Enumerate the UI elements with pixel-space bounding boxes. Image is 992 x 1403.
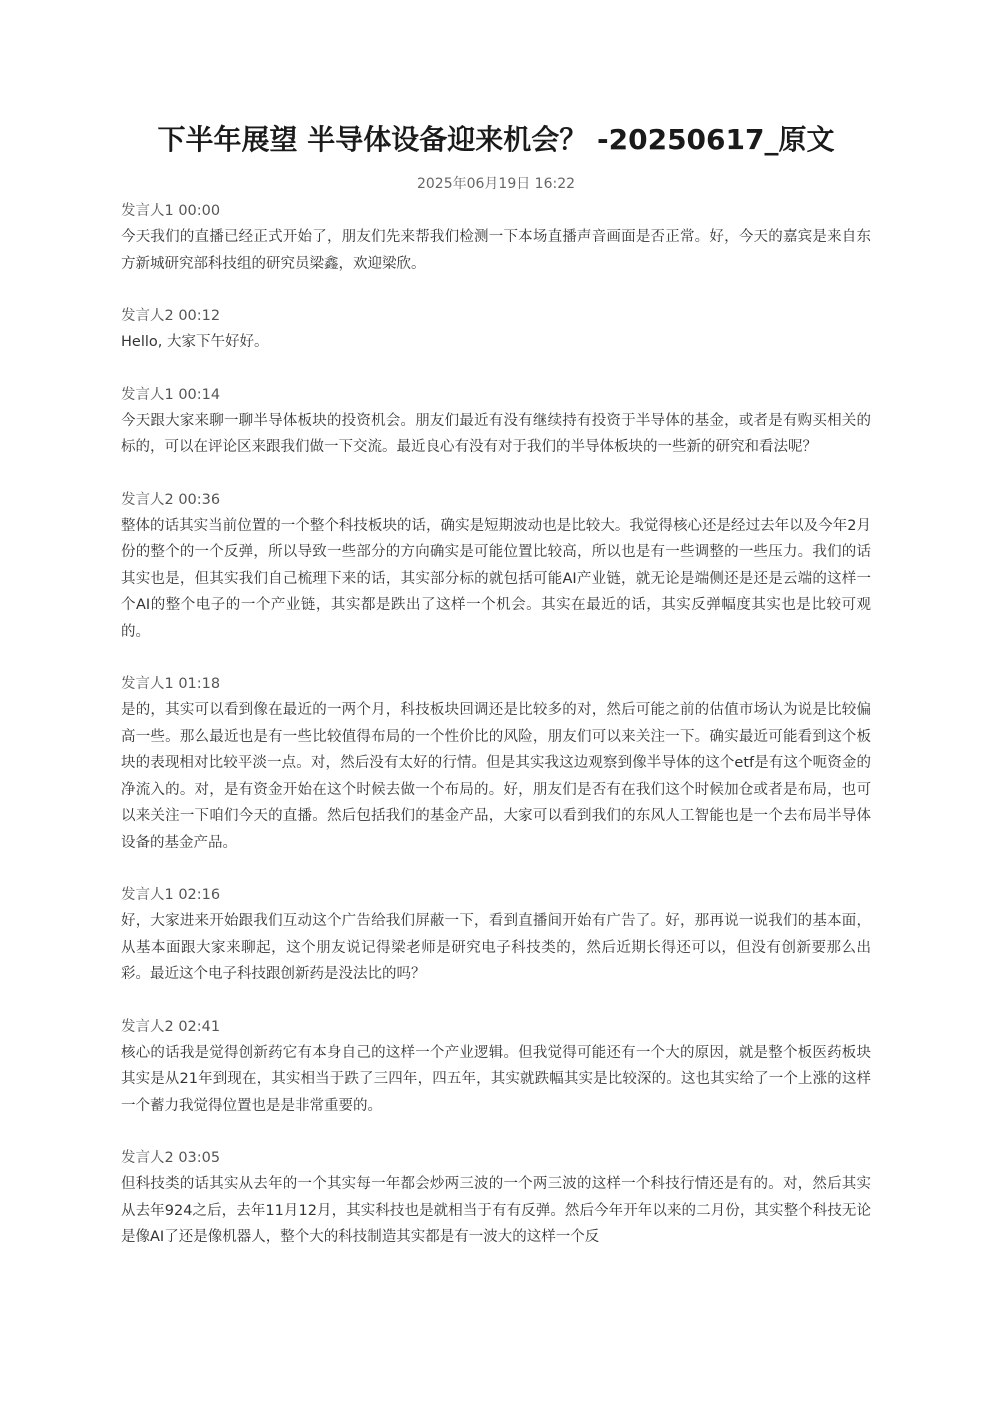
turn-text: Hello, 大家下午好好。: [121, 334, 269, 350]
speaker-label: 发言人1 00:00: [121, 203, 221, 219]
speaker-label: 发言人2 00:12: [121, 308, 221, 324]
transcript-turn: [121, 882, 871, 988]
speaker-label: 发言人1 01:18: [121, 676, 221, 692]
transcript-turn: [121, 1014, 871, 1120]
turn-text: 今天跟大家来聊一聊半导体板块的投资机会。朋友们最近有没有继续持有投资于半导体的基金，或者是有购买相关的标的，可以在评论区来跟我们做一下交流。最近良心有没有对于我们的半导体板块的一些新的研究和看法呢？: [121, 412, 871, 455]
transcript-turn: [121, 382, 871, 461]
transcript-turn: [121, 198, 871, 277]
transcript-turn: [121, 1145, 871, 1251]
turn-text: 好，大家进来开始跟我们互动这个广告给我们屏蔽一下，看到直播间开始有广告了。好，那再说一说我们的基本面，从基本面跟大家来聊起，这个朋友说记得梁老师是研究电子科技类的，然后近期长得还可以，但没有创新要那么出彩。最近这个电子科技跟创新药是没法比的吗？: [121, 913, 871, 982]
speaker-label: 发言人2 03:05: [121, 1150, 221, 1166]
speaker-label: 发言人2 00:36: [121, 491, 221, 508]
speaker-label: 发言人1 02:16: [121, 887, 221, 903]
transcript-body: [121, 198, 871, 1277]
transcript-turn: [121, 487, 871, 646]
turn-text: 核心的话我是觉得创新药它有本身自己的这样一个产业逻辑。但我觉得可能还有一个大的原因，就是整个板医药板块其实是从21年到现在，其实相当于跌了三四年，四五年，其实就跌幅其实是比较深的。这也其实给了一个上涨的这样一个蓄力我觉得位置也是是非常重要的。: [121, 1044, 871, 1114]
transcript-turn: [121, 671, 871, 856]
transcript-turn: [121, 303, 871, 356]
turn-text: 但科技类的话其实从去年的一个其实每一年都会炒两三波的一个两三波的这样一个科技行情还是有的。对，然后其实从去年924之后，去年11月12月，其实科技也是就相当于有有反弹。然后今年开年以来的二月份，其实整个科技无论是像AI了还是像机器人，整个大的科技制造其实都是有一波大的这样一个反: [121, 1176, 871, 1245]
speaker-label: 发言人2 02:41: [121, 1018, 221, 1035]
turn-text: 是的，其实可以看到像在最近的一两个月，科技板块回调还是比较多的对，然后可能之前的估值市场认为说是比较偏高一些。那么最近也是有一些比较值得布局的一个性价比的风险，朋友们可以来关注一下。确实最近可能看到这个板块的表现相对比较平淡一点。对，然后没有太好的行情。但是其实我这边观察到像半导体的这个etf是有这个呃资金的净流入的。对，是有资金开始在这个时候去做一个布局的。好，朋友们是否有在我们这个时候加仓或者是布局，也可以来关注一下咱们今天的直播。然后包括我们的基金产品，大家可以看到我们的东风人工智能也是一个去布局半导体设备的基金产品。: [121, 702, 871, 851]
speaker-label: 发言人1 00:14: [121, 386, 221, 403]
document-title: 下半年展望 半导体设备迎来机会？ -20250617_原文: [157, 123, 835, 156]
document-date: 2025年06月19日 16:22: [416, 176, 576, 192]
turn-text: 今天我们的直播已经正式开始了，朋友们先来帮我们检测一下本场直播声音画面是否正常。好，今天的嘉宾是来自东方新城研究部科技组的研究员梁鑫，欢迎梁欣。: [121, 229, 871, 272]
turn-text: 整体的话其实当前位置的一个整个科技板块的话，确实是短期波动也是比较大。我觉得核心还是经过去年以及今年2月份的整个的一个反弹，所以导致一些部分的方向确实是可能位置比较高，所以也是有一些调整的一些压力。我们的话其实也是，但其实我们自己梳理下来的话，其实部分标的就包括可能AI产业链，就无论是端侧还是还是云端的这样一个AI的整个电子的一个产业链，其实都是跌出了这样一个机会。其实在最近的话，其实反弹幅度其实也是比较可观的。: [121, 517, 871, 640]
